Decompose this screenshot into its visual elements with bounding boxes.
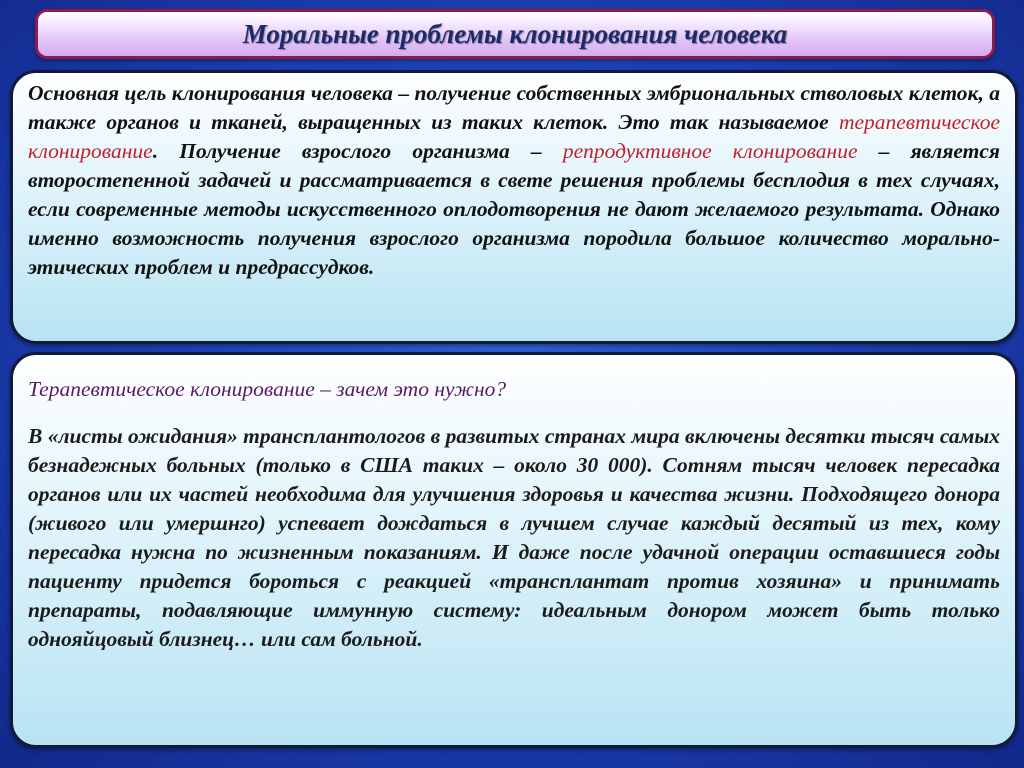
intro-paragraph bbox=[28, 79, 1000, 282]
therapeutic-paragraph: В «листы ожидания» трансплантологов в развитых странах мира включены десятки тысяч самых безнадежных больных (только в США таких – около 30 000). Сотням тысяч человек пересадка органов или их частей необходима для улучшения здоровья и качества жизни. Подходящего донора (живого или умершнго) успевает дождаться в лучшем случае каждый десятый из тех, кому пересадка нужна по жизненным показаниям. И даже после удачной операции оставшиеся годы пациенту придется бороться с реакцией «трансплантат против хозяина» и принимать препараты, подавляющие иммунную систему: идеальным донором может быть только однояйцовый близнец… или сам больной. bbox=[28, 424, 1000, 651]
reproductive-cloning-term: репродуктивное клонирование bbox=[562, 139, 858, 163]
slide-title: Моральные проблемы клонирования человека bbox=[242, 18, 788, 49]
slide-title-bar bbox=[35, 9, 995, 59]
therapeutic-panel bbox=[10, 352, 1018, 748]
intro-text-b: . Получение взрослого организма – bbox=[152, 139, 563, 163]
therapeutic-heading: Терапевтическое клонирование – зачем это нужно? bbox=[28, 377, 507, 401]
intro-text-c: – является второстепенной задачей и рассматривается в свете решения проблемы бесплодия в тех случаях, если современные методы искусственного оплодотворения не дают желаемого результата. Однако именно возможность получения взрослого организма породила большое количество морально-этических проблем и предрассудков. bbox=[28, 139, 1000, 279]
intro-panel bbox=[10, 70, 1018, 344]
intro-text-a: Основная цель клонирования человека – получение собственных эмбриональных стволовых клеток, а также органов и тканей, выращенных из таких клеток. Это так называемое bbox=[28, 81, 1000, 134]
therapeutic-cloning-term: терапевтическое клонирование bbox=[28, 110, 1000, 163]
